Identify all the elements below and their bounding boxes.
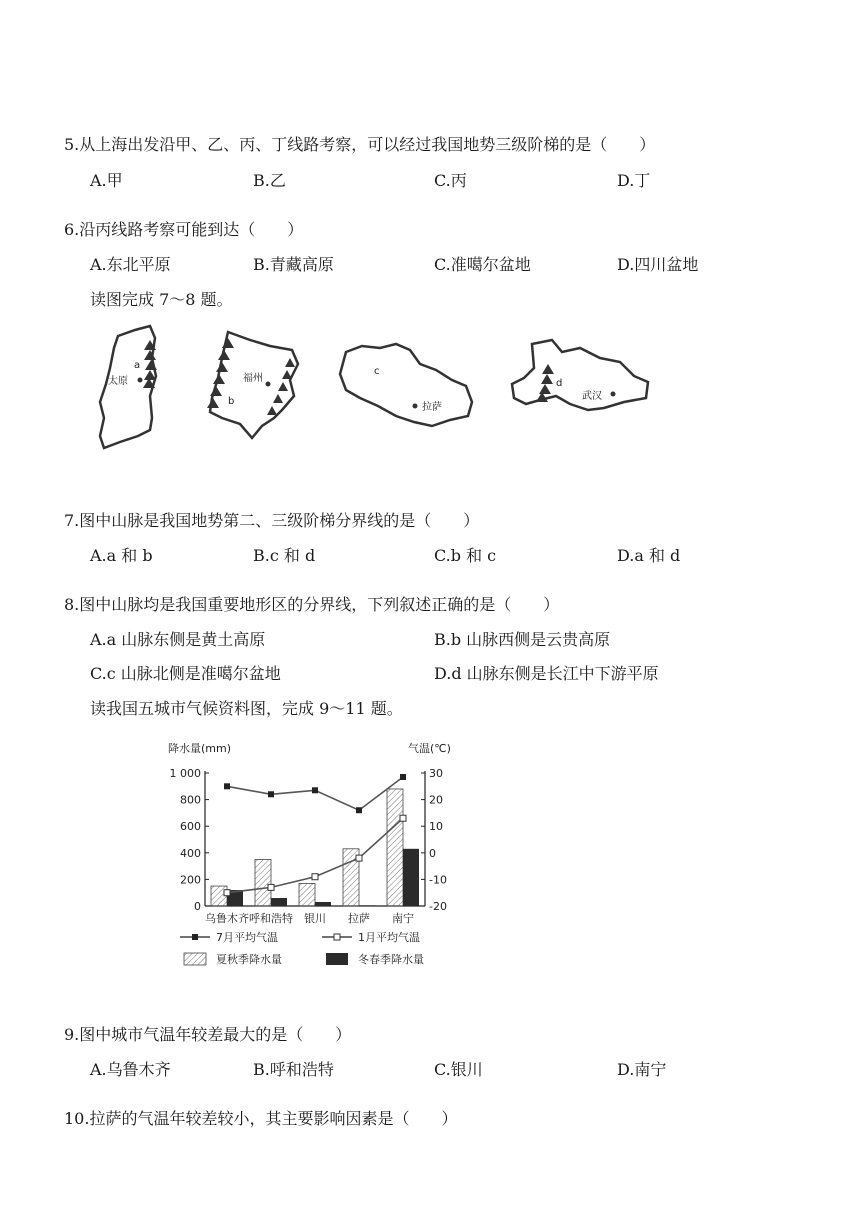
question-6-stem: 6.沿丙线路考察可能到达（ ） [64,220,304,239]
bar-summer-autumn [387,789,403,906]
question-6-option-a[interactable]: A.东北平原 [90,255,171,274]
question-8-stem: 8.图中山脉均是我国重要地形区的分界线，下列叙述正确的是（ ） [64,595,560,614]
intro-9-11: 读我国五城市气候资料图，完成 9～11 题。 [90,699,403,718]
question-10-stem: 10.拉萨的气温年较差较小，其主要影响因素是（ ） [64,1109,458,1128]
chart-left-tick-label: 1 000 [169,767,201,780]
chart-y2label: 气温(℃) [408,742,451,755]
question-5-option-b[interactable]: B.乙 [253,171,286,190]
point-july-temp [268,791,274,797]
point-january-temp [356,855,362,861]
legend-january-label: 1月平均气温 [358,931,420,944]
bar-summer-autumn [255,859,271,906]
question-8-option-d[interactable]: D.d 山脉东侧是长江中下游平原 [434,664,659,683]
chart-right-tick-label: 0 [429,846,436,860]
map-label-lhasa: 拉萨 [422,402,442,413]
legend-winter-swatch [326,953,348,965]
map-label-fuzhou: 福州 [243,373,263,384]
point-january-temp [224,890,230,896]
point-july-temp [400,774,406,780]
question-7-stem: 7.图中山脉是我国地势第二、三级阶梯分界线的是（ ） [64,511,480,530]
climate-chart [150,735,470,975]
bar-summer-autumn [299,883,315,906]
question-5-option-a[interactable]: A.甲 [90,171,123,190]
chart-right-tick-label: 30 [429,767,443,780]
chart-right-tick-label: -10 [429,873,447,887]
question-9-option-b[interactable]: B.呼和浩特 [253,1060,334,1079]
line-january-temp [227,818,403,892]
bar-winter-spring [403,849,419,906]
question-9-option-d[interactable]: D.南宁 [617,1060,667,1079]
chart-left-tick-label: 800 [180,793,201,807]
bar-winter-spring [359,905,375,906]
map-label-a: a [134,360,141,371]
intro-7-8: 读图完成 7～8 题。 [90,290,233,309]
question-9-option-c[interactable]: C.银川 [434,1060,483,1079]
map-label-wuhan: 武汉 [582,391,602,402]
map-wuhan [512,340,648,410]
map-label-d: d [556,378,563,389]
bar-winter-spring [271,898,287,906]
map-lhasa [340,344,472,426]
point-january-temp [312,874,318,880]
chart-category-label: 拉萨 [348,912,370,925]
point-january-temp [268,884,274,890]
chart-right-tick-label: 10 [429,820,443,834]
point-july-temp [356,807,362,813]
question-5-stem: 5.从上海出发沿甲、乙、丙、丁线路考察，可以经过我国地势三级阶梯的是（ ） [64,135,656,154]
chart-left-tick-label: 200 [180,873,201,887]
legend-summer-label: 夏秋季降水量 [216,953,282,966]
chart-right-tick-label: 20 [429,793,443,807]
legend-july-label: 7月平均气温 [216,931,278,944]
map-fuzhou [207,332,298,438]
chart-category-label: 乌鲁木齐 [205,912,249,925]
question-6-option-c[interactable]: C.准噶尔盆地 [434,255,531,274]
map-label-b: b [228,396,235,407]
chart-category-label: 呼和浩特 [249,912,293,925]
chart-category-label: 银川 [304,912,326,925]
point-july-temp [224,783,230,789]
question-8-option-a[interactable]: A.a 山脉东侧是黄土高原 [90,630,266,649]
point-july-temp [312,787,318,793]
question-7-option-a[interactable]: A.a 和 b [90,546,153,565]
question-6-option-d[interactable]: D.四川盆地 [617,255,699,274]
map-label-taiyuan: 太原 [108,376,128,387]
bar-winter-spring [315,902,331,906]
chart-right-tick-label: -20 [429,900,447,913]
line-july-temp [227,777,403,810]
legend-january-marker [334,934,340,940]
chart-category-label: 南宁 [392,912,414,925]
question-9-stem: 9.图中城市气温年较差最大的是（ ） [64,1025,352,1044]
question-8-option-b[interactable]: B.b 山脉西侧是云贵高原 [434,630,611,649]
legend-summer-swatch [184,953,206,965]
chart-left-tick-label: 400 [180,846,201,860]
legend-july-marker [192,934,198,940]
question-7-option-d[interactable]: D.a 和 d [617,546,681,565]
point-january-temp [400,815,406,821]
province-maps [0,318,860,468]
map-label-c: c [374,366,380,377]
chart-left-tick-label: 0 [194,900,201,913]
chart-left-tick-label: 600 [180,820,201,834]
question-5-option-c[interactable]: C.丙 [434,171,467,190]
question-5-option-d[interactable]: D.丁 [617,171,651,190]
question-8-option-c[interactable]: C.c 山脉北侧是准噶尔盆地 [90,664,281,683]
question-7-option-c[interactable]: C.b 和 c [434,546,497,565]
question-7-option-b[interactable]: B.c 和 d [253,546,316,565]
map-taiyuan [100,326,157,448]
question-6-option-b[interactable]: B.青藏高原 [253,255,334,274]
legend-winter-label: 冬春季降水量 [358,953,424,966]
chart-ylabel: 降水量(mm) [168,742,232,755]
question-9-option-a[interactable]: A.乌鲁木齐 [90,1060,171,1079]
